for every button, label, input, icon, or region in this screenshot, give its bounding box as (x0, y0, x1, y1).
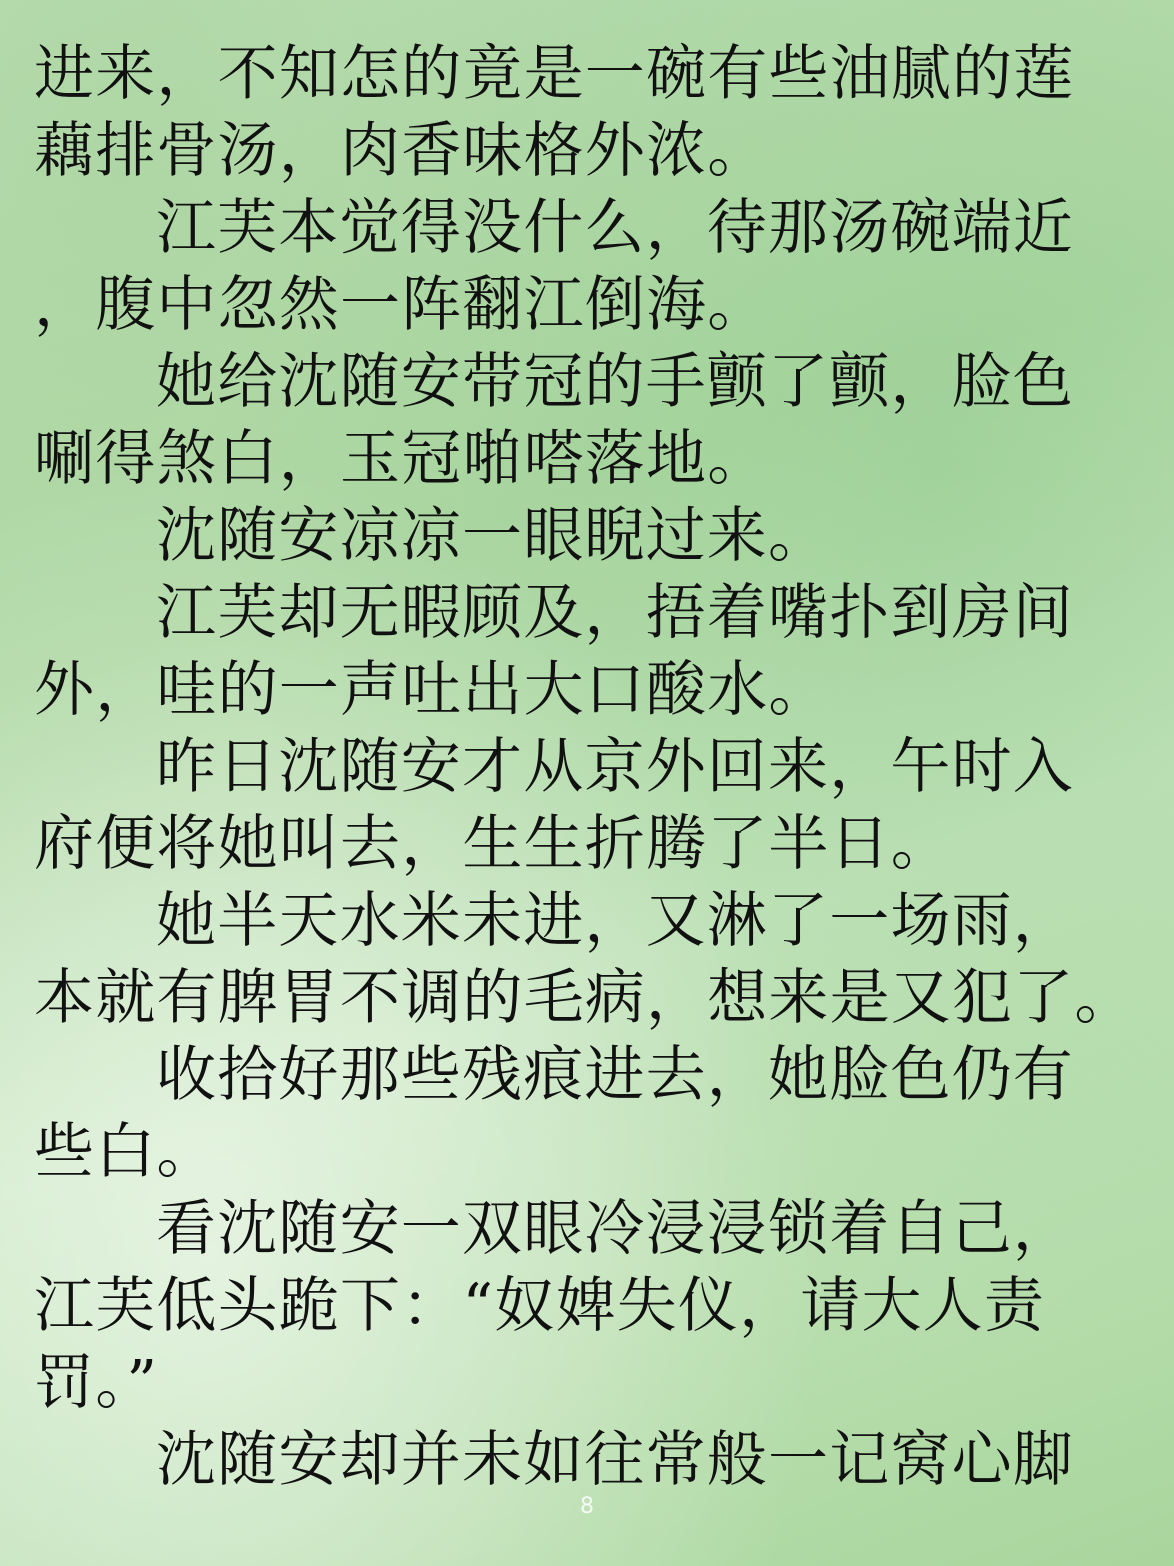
text-line: 本就有脾胃不调的毛病，想来是又犯了。 (34, 963, 1136, 1033)
text-line: 她给沈随安带冠的手颤了颤，脸色 (156, 347, 1074, 417)
text-line: 沈随安凉凉一眼睨过来。 (156, 501, 830, 571)
text-line: 藕排骨汤，肉香味格外浓。 (34, 116, 769, 186)
text-line: 些白。 (34, 1117, 218, 1187)
text-line: 江芙本觉得没什么，待那汤碗端近 (156, 193, 1074, 263)
text-line: ，腹中忽然一阵翻江倒海。 (34, 270, 769, 340)
text-line: 看沈随安一双眼冷浸浸锁着自己， (156, 1194, 1074, 1264)
text-line: 收拾好那些残痕进去，她脸色仍有 (156, 1040, 1074, 1110)
text-line: 外，哇的一声吐出大口酸水。 (34, 655, 830, 725)
text-line: 府便将她叫去，生生折腾了半日。 (34, 809, 952, 879)
text-line: 她半天水米未进，又淋了一场雨， (156, 886, 1074, 956)
text-line: 江芙低头跪下：“奴婢失仪，请大人责 (34, 1271, 1046, 1341)
text-line: 江芙却无暇顾及，捂着嘴扑到房间 (156, 578, 1074, 648)
text-line: 昨日沈随安才从京外回来，午时入 (156, 732, 1074, 802)
text-line: 唰得煞白，玉冠啪嗒落地。 (34, 424, 769, 494)
text-line: 沈随安却并未如往常般一记窝心脚 (156, 1425, 1074, 1495)
text-line: 罚。” (34, 1348, 159, 1418)
text-line: 进来，不知怎的竟是一碗有些油腻的莲 (34, 39, 1075, 109)
page-number: 8 (580, 1494, 594, 1519)
